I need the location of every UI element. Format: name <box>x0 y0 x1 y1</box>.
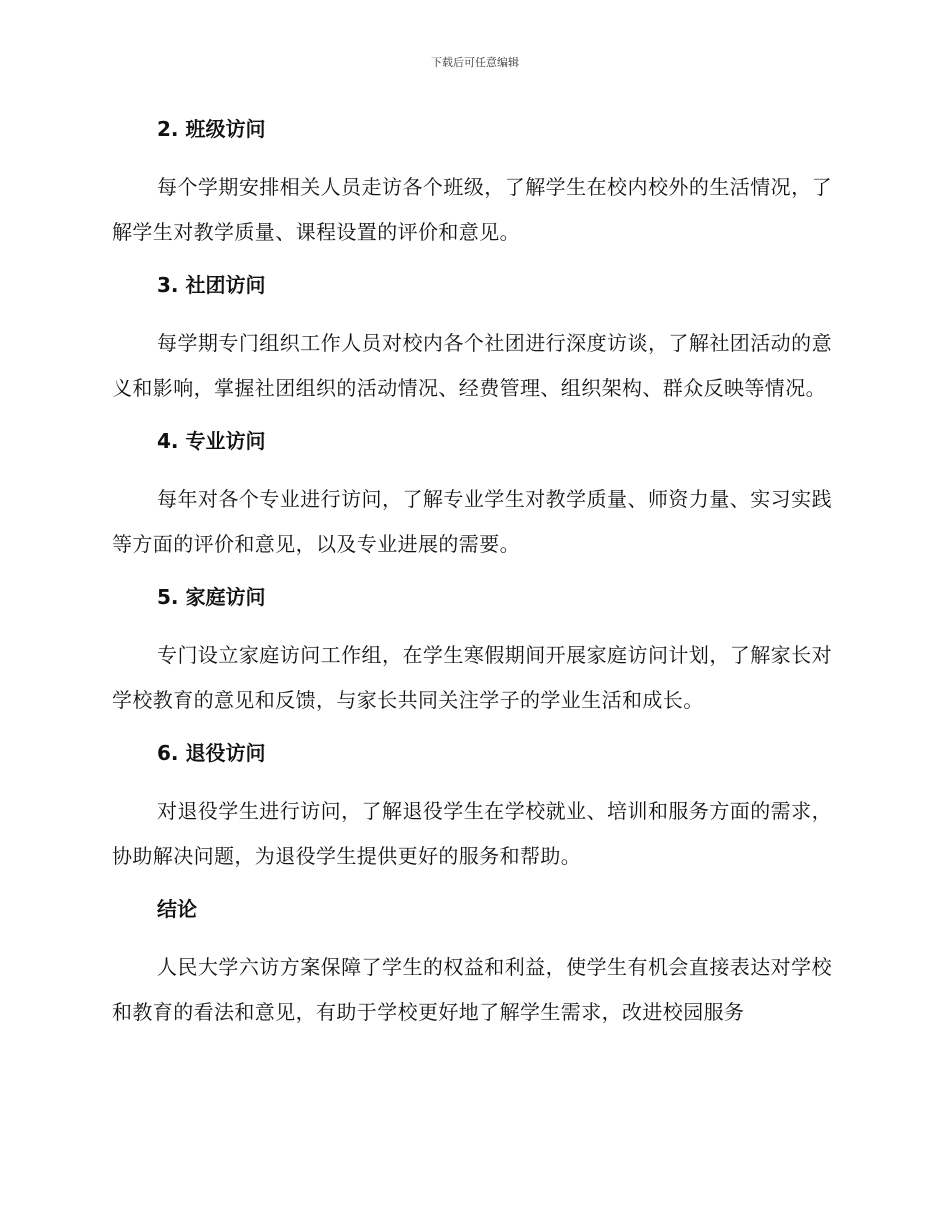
section-heading-major-visit: 4. 专业访问 <box>157 429 266 453</box>
section-paragraph-class-visit: 每个学期安排相关人员走访各个班级，了解学生在校内校外的生活情况，了解学生对教学质量、课程设置的评价和意见。 <box>112 175 832 244</box>
header-note: 下载后可任意编辑 <box>431 56 519 69</box>
section-paragraph-conclusion: 人民大学六访方案保障了学生的权益和利益，使学生有机会直接表达对学校和教育的看法和意见，有助于学校更好地了解学生需求，改进校园服务 <box>112 955 832 1024</box>
section-paragraph-family-visit: 专门设立家庭访问工作组，在学生寒假期间开展家庭访问计划，了解家长对学校教育的意见和反馈，与家长共同关注学子的学业生活和成长。 <box>112 643 832 712</box>
section-paragraph-major-visit: 每年对各个专业进行访问，了解专业学生对教学质量、师资力量、实习实践等方面的评价和意见，以及专业进展的需要。 <box>112 487 832 556</box>
section-heading-class-visit: 2. 班级访问 <box>157 117 266 141</box>
document-body <box>112 112 832 1035</box>
section-paragraph-club-visit: 每学期专门组织工作人员对校内各个社团进行深度访谈，了解社团活动的意义和影响，掌握社团组织的活动情况、经费管理、组织架构、群众反映等情况。 <box>112 331 832 400</box>
section-heading-veteran-visit: 6. 退役访问 <box>157 741 266 765</box>
section-heading-conclusion: 结论 <box>157 897 197 921</box>
section-heading-club-visit: 3. 社团访问 <box>157 273 266 297</box>
section-heading-family-visit: 5. 家庭访问 <box>157 585 266 609</box>
section-paragraph-veteran-visit: 对退役学生进行访问，了解退役学生在学校就业、培训和服务方面的需求，协助解决问题，为退役学生提供更好的服务和帮助。 <box>112 799 832 868</box>
